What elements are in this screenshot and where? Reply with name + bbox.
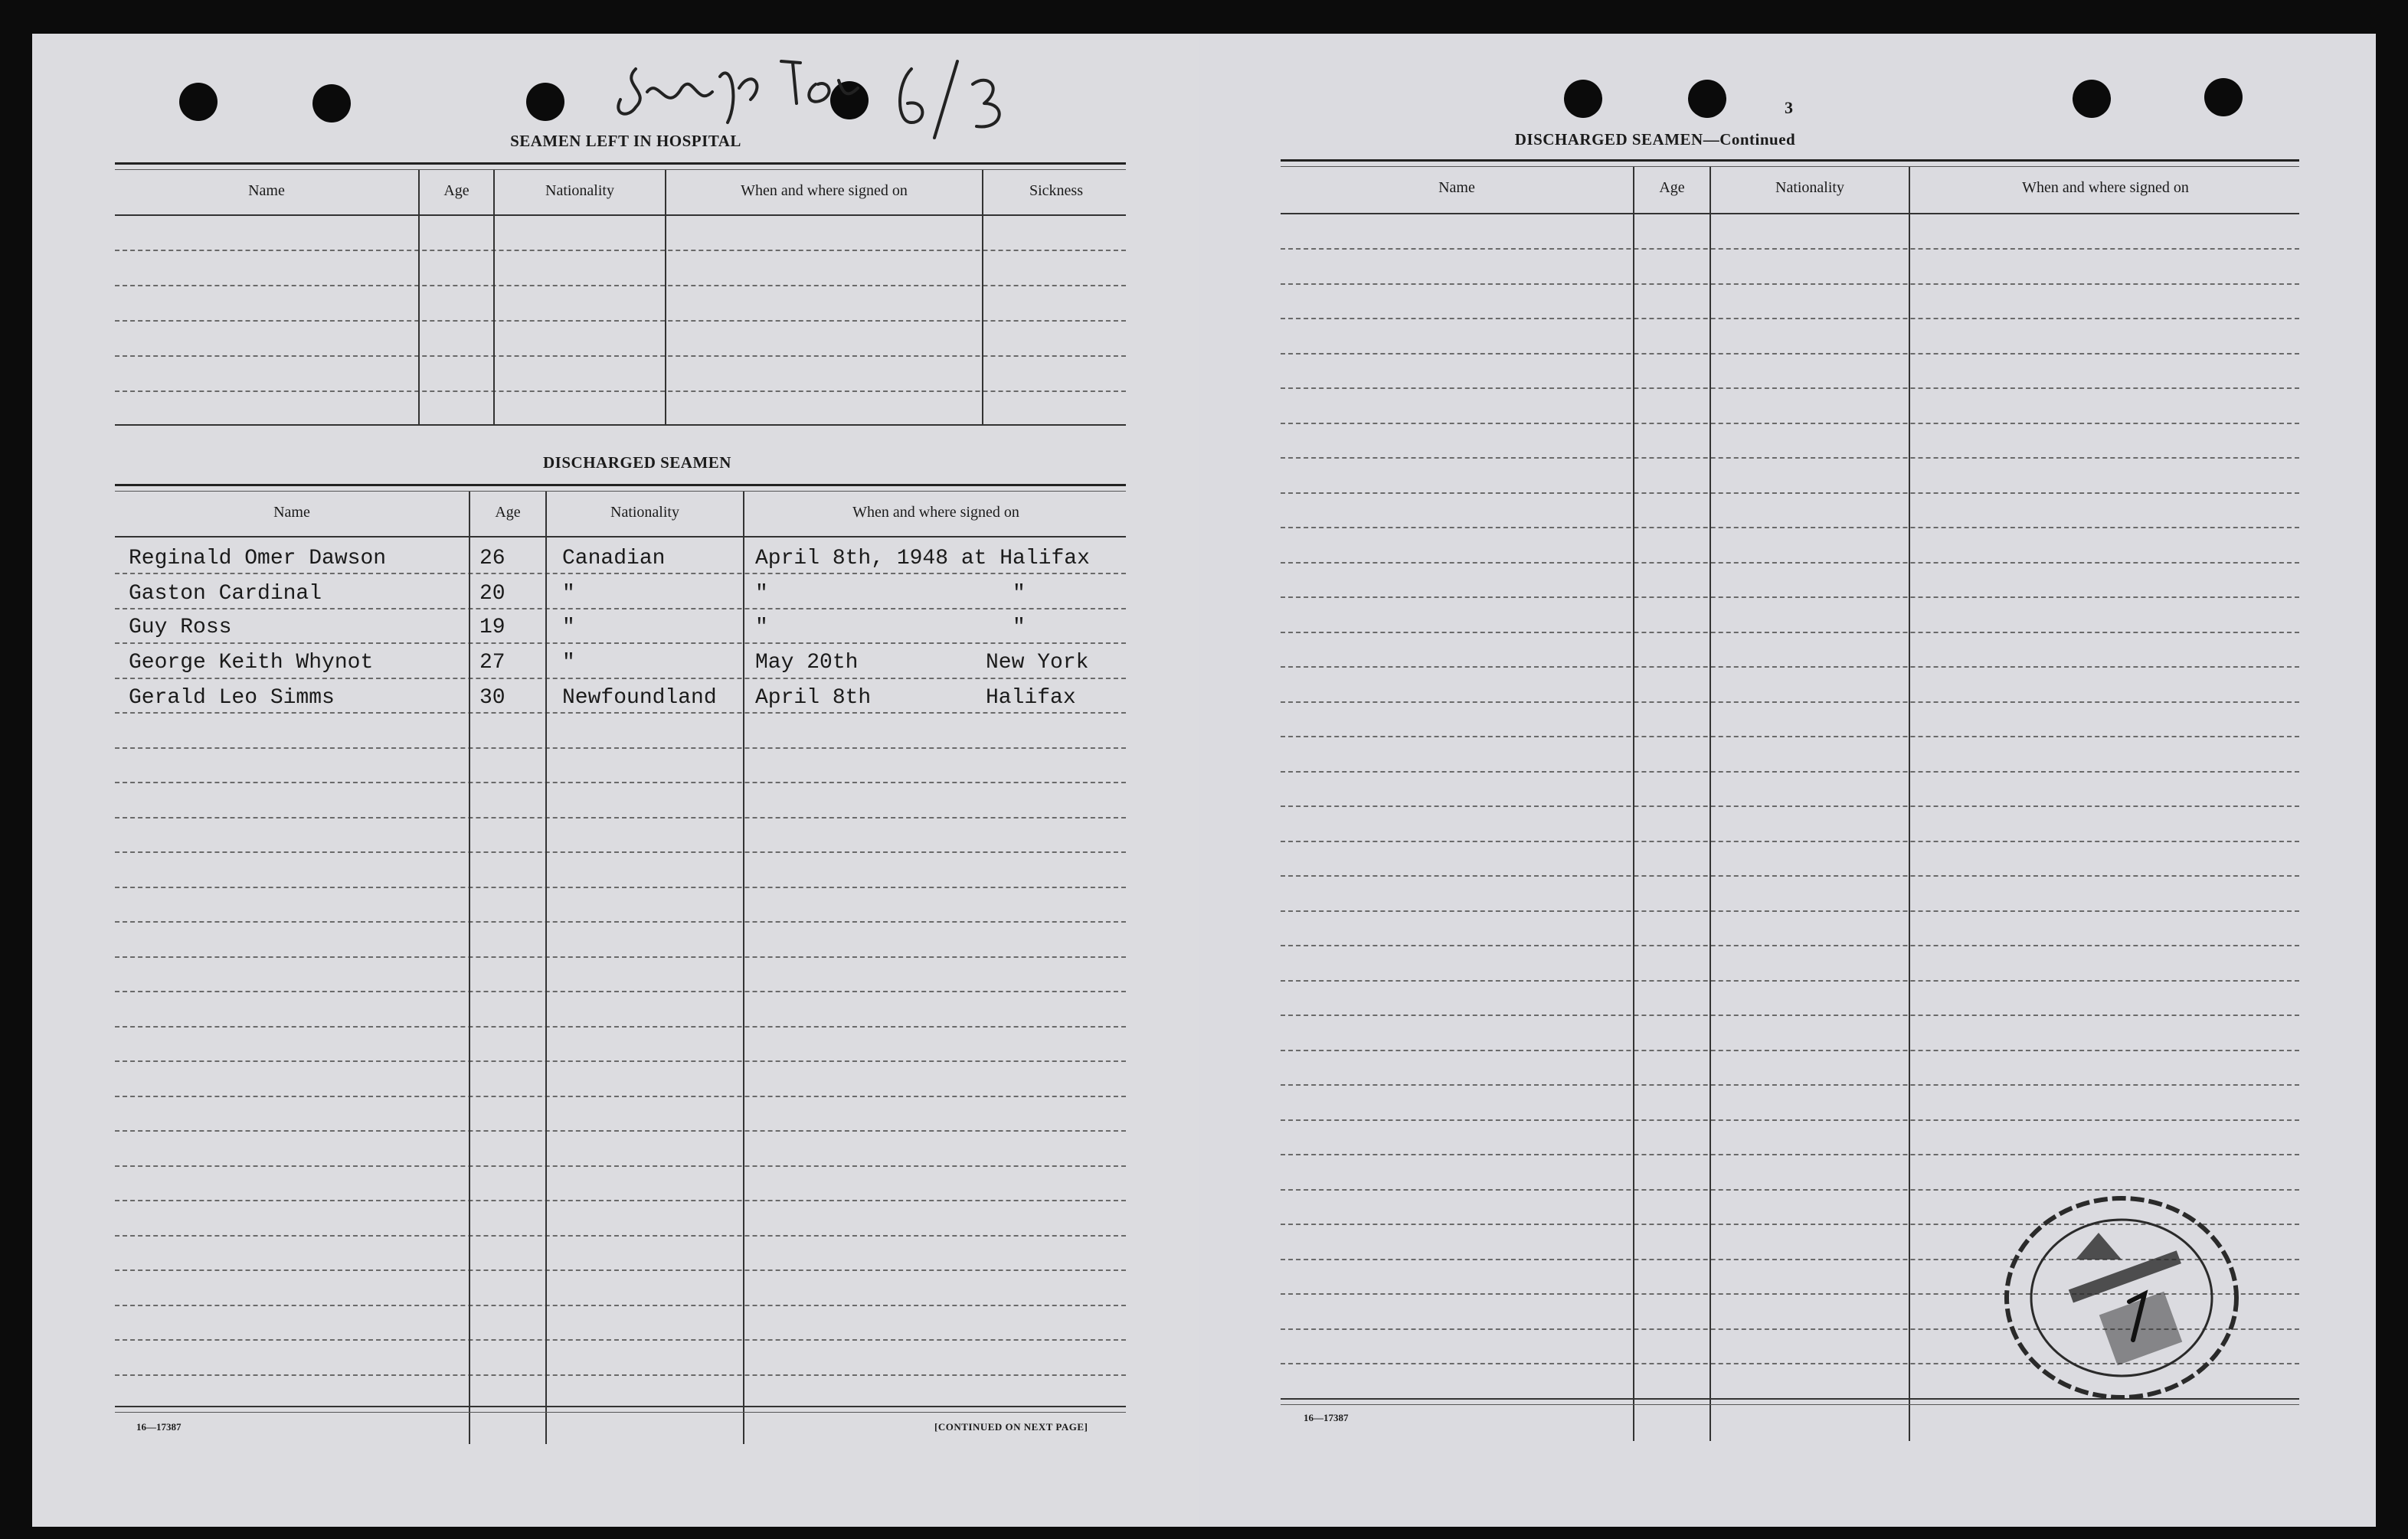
form-number: 16—17387 [1304, 1412, 1349, 1423]
discharged-col-name: Name [273, 504, 310, 521]
seaman-nationality: Canadian [562, 547, 666, 570]
seaman-name: Gerald Leo Simms [129, 686, 335, 710]
row-line [115, 1026, 1126, 1028]
discharged-col-nationality: Nationality [610, 504, 679, 521]
seaman-age: 26 [479, 547, 505, 570]
row-line [1281, 632, 2299, 633]
hospital-col-nationality: Nationality [545, 182, 614, 199]
row-line [1281, 492, 2299, 494]
row-line [115, 678, 1126, 679]
right-section-title-main: DISCHARGED SEAMEN [1514, 130, 1703, 149]
row-line [115, 887, 1126, 888]
row-line [115, 320, 1126, 322]
right-section-title-suffix: —Continued [1703, 130, 1796, 149]
column-divider [743, 492, 744, 1444]
row-line [1281, 1015, 2299, 1016]
handwritten-notation [605, 46, 1034, 145]
column-divider [1709, 167, 1711, 1441]
discharged-col-signed-on: When and where signed on [852, 504, 1019, 521]
row-line [115, 956, 1126, 958]
right-col-nationality: Nationality [1775, 179, 1844, 196]
column-divider [545, 492, 547, 1444]
row-line [115, 1235, 1126, 1237]
row-line [1281, 283, 2299, 285]
header-rule [1281, 213, 2299, 214]
header-rule [115, 214, 1126, 216]
row-line [1281, 457, 2299, 459]
row-line [1281, 248, 2299, 250]
seaman-age: 27 [479, 651, 505, 675]
row-line [115, 1339, 1126, 1341]
seaman-signed-date: " [755, 582, 768, 606]
row-line [115, 991, 1126, 992]
seaman-signed-place: " [1013, 582, 1026, 606]
punch-hole [1688, 80, 1726, 118]
row-line [1281, 736, 2299, 737]
hospital-col-sickness: Sickness [1029, 182, 1083, 199]
seaman-signed-place: New York [986, 651, 1089, 675]
row-line [115, 747, 1126, 749]
punch-hole [2204, 78, 2243, 116]
seaman-name: Gaston Cardinal [129, 582, 322, 606]
row-line [115, 851, 1126, 853]
hospital-col-name: Name [248, 182, 285, 199]
seaman-signed-date: April 8th, 1948 at Halifax [755, 547, 1090, 570]
row-line [1281, 318, 2299, 319]
table-bottom-rule [115, 424, 1126, 426]
row-line [115, 573, 1126, 574]
row-line [115, 642, 1126, 644]
row-line [115, 1269, 1126, 1271]
row-line [1281, 666, 2299, 668]
seaman-signed-date: May 20th [755, 651, 859, 675]
row-line [1281, 1084, 2299, 1086]
row-line [1281, 701, 2299, 703]
hospital-section-title: SEAMEN LEFT IN HOSPITAL [510, 132, 741, 150]
seaman-name: Guy Ross [129, 616, 232, 639]
table-top-rule [1281, 159, 2299, 162]
left-page [32, 34, 1219, 1527]
row-line [115, 782, 1126, 783]
row-line [1281, 805, 2299, 807]
seaman-nationality: " [562, 651, 575, 675]
row-line [115, 921, 1126, 923]
row-line [115, 1305, 1126, 1306]
table-top-rule [115, 162, 1126, 165]
row-line [1281, 875, 2299, 877]
table-bottom-rule [115, 1412, 1126, 1413]
row-line [115, 1165, 1126, 1167]
column-divider [1909, 167, 1910, 1441]
row-line [115, 1060, 1126, 1062]
row-line [115, 355, 1126, 357]
table-top-rule [115, 484, 1126, 486]
row-line [1281, 1154, 2299, 1155]
row-line [115, 1200, 1126, 1201]
table-top-rule [1281, 166, 2299, 167]
seaman-signed-place: " [1013, 616, 1026, 639]
row-line [1281, 771, 2299, 773]
row-line [115, 250, 1126, 251]
row-line [115, 1374, 1126, 1376]
seaman-nationality: " [562, 616, 575, 639]
seaman-nationality: Newfoundland [562, 686, 717, 710]
row-line [115, 1096, 1126, 1097]
row-line [1281, 910, 2299, 912]
column-divider [493, 170, 495, 426]
row-line [1281, 841, 2299, 842]
hospital-col-age: Age [443, 182, 469, 199]
row-line [1281, 1119, 2299, 1121]
row-line [1281, 423, 2299, 424]
column-divider [418, 170, 420, 426]
row-line [1281, 353, 2299, 355]
discharged-col-age: Age [495, 504, 521, 521]
row-line [115, 390, 1126, 392]
seaman-age: 20 [479, 582, 505, 606]
right-section-title [1199, 130, 2111, 149]
right-col-signed-on: When and where signed on [2022, 179, 2189, 196]
seaman-nationality: " [562, 582, 575, 606]
received-stamp [1991, 1187, 2252, 1416]
table-top-rule [115, 491, 1126, 492]
row-line [1281, 527, 2299, 528]
continued-note: [CONTINUED ON NEXT PAGE] [934, 1421, 1088, 1433]
row-line [115, 285, 1126, 286]
seaman-name: Reginald Omer Dawson [129, 547, 387, 570]
row-line [1281, 596, 2299, 598]
row-line [1281, 387, 2299, 389]
row-line [115, 608, 1126, 609]
page-number: 3 [1785, 98, 1793, 117]
seaman-name: George Keith Whynot [129, 651, 374, 675]
seaman-signed-place: Halifax [986, 686, 1076, 710]
punch-hole [312, 84, 351, 123]
hospital-col-signed-on: When and where signed on [741, 182, 908, 199]
column-divider [665, 170, 666, 426]
punch-hole [179, 83, 218, 121]
row-line [115, 1130, 1126, 1132]
row-line [115, 817, 1126, 819]
row-line [115, 712, 1126, 714]
form-number: 16—17387 [136, 1421, 182, 1433]
punch-hole [526, 83, 564, 121]
punch-hole [1564, 80, 1602, 118]
discharged-section-title: DISCHARGED SEAMEN [543, 453, 731, 472]
column-divider [1633, 167, 1634, 1441]
punch-hole [2073, 80, 2111, 118]
table-bottom-rule [115, 1406, 1126, 1407]
header-rule [115, 536, 1126, 538]
column-divider [469, 492, 470, 1444]
seaman-age: 30 [479, 686, 505, 710]
right-col-age: Age [1659, 179, 1685, 196]
column-divider [982, 170, 983, 426]
row-line [1281, 945, 2299, 946]
row-line [1281, 980, 2299, 982]
seaman-age: 19 [479, 616, 505, 639]
seaman-signed-date: April 8th [755, 686, 872, 710]
seaman-signed-date: " [755, 616, 768, 639]
table-top-rule [115, 169, 1126, 170]
row-line [1281, 562, 2299, 564]
row-line [1281, 1050, 2299, 1051]
right-col-name: Name [1438, 179, 1475, 196]
